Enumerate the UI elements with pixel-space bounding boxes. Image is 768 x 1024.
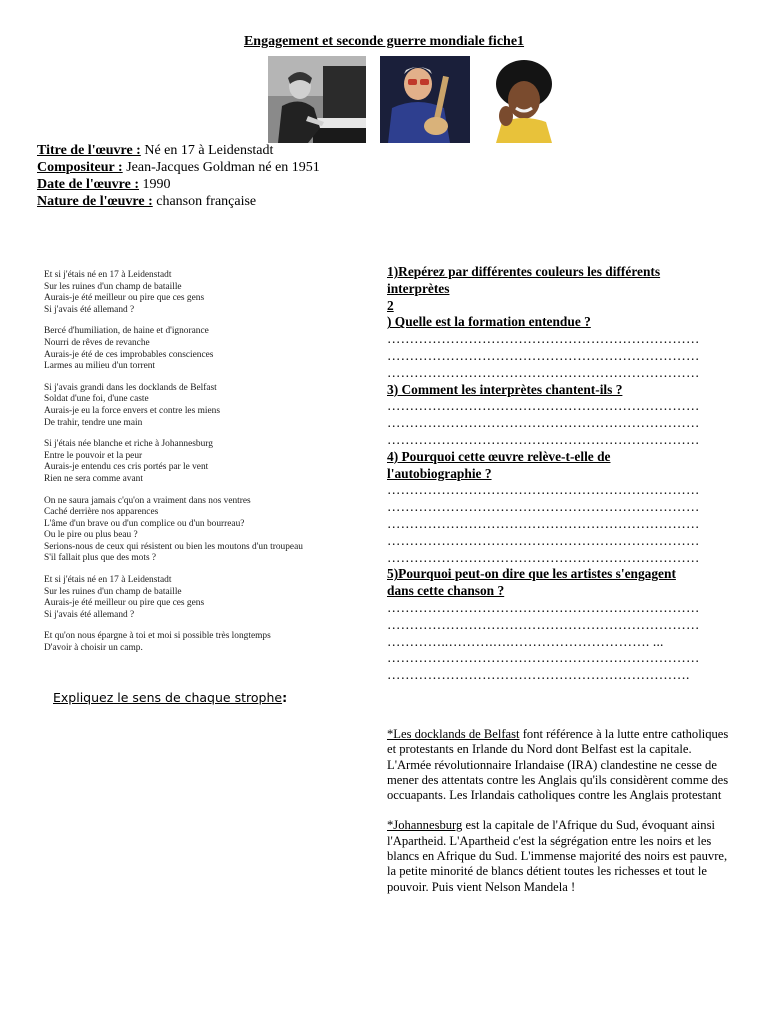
answer-line[interactable]: …………..……….….…………………………. ... <box>387 633 664 649</box>
johannesburg-text: est la capitale de l'Afrique du Sud, évoquant ainsi l'Apartheid. L'Apartheid c'est la ségrégation entre les noirs et les blancs en Afrique du Sud. L'immense majorité des noirs est pauvre, la petite minorité de blancs détient toutes les richesses et tout le pouvoir. Puis vient Nelson Mandela ! <box>387 818 728 894</box>
singer-photo <box>484 56 564 143</box>
question-5-line-1: 5)Pourquoi peut-on dire que les artistes s'engagent <box>387 566 676 582</box>
lyrics-line: Et si j'étais né en 17 à Leidenstadt <box>44 575 172 586</box>
lyrics-line: L'âme d'un brave ou d'un complice ou d'un bourreau? <box>44 518 245 529</box>
lyrics-line: Si j'étais née blanche et riche à Johannesburg <box>44 439 213 450</box>
lyrics-stanza <box>44 575 364 621</box>
lyrics-stanza <box>44 496 364 566</box>
composer-row <box>37 159 320 176</box>
answer-line[interactable]: …………………………………………………………… <box>387 549 700 565</box>
belfast-text: font référence à la lutte entre catholiques et protestants en Irlande du Nord dont Belfast est la capitale. L'Armée révolutionnaire Irlandaise (IRA) clandestine ne cesse de mener des attentats contre les Anglais qu'ils considèrent comme des occuapants. Les Irlandais catholiques contre les Anglais protestant <box>387 727 729 803</box>
nature-value: chanson française <box>152 194 257 209</box>
answer-line[interactable]: …………………………………………………………… <box>387 599 700 615</box>
context-notes <box>387 727 737 910</box>
date-row <box>37 176 320 193</box>
lyrics-line: Si j'avais été allemand ? <box>44 304 135 315</box>
work-title-value: Né en 17 à Leidenstadt <box>140 143 274 158</box>
page-title: Engagement et seconde guerre mondiale fiche1 <box>243 34 525 49</box>
lyrics-line: Et qu'on nous épargne à toi et moi si possible très longtemps <box>44 631 271 642</box>
lyrics-line: Aurais-je été de ces improbables consciences <box>44 349 214 360</box>
explain-suffix: : <box>282 690 288 705</box>
lyrics-line: Entre le pouvoir et la peur <box>44 450 143 461</box>
lyrics-line: S'il fallait plus que des mots ? <box>44 553 157 564</box>
work-title-row <box>37 142 320 159</box>
lyrics-line: Ou le pire ou plus beau ? <box>44 530 138 541</box>
lyrics-line: Sur les ruines d'un champ de bataille <box>44 586 182 597</box>
answer-line[interactable]: …………………………………………………………… <box>387 650 700 666</box>
explain-instruction <box>53 690 287 705</box>
lyrics-line: Aurais-je été meilleur ou pire que ces gens <box>44 293 205 304</box>
belfast-note <box>387 727 737 803</box>
composer-label: Compositeur : <box>37 160 123 175</box>
lyrics-line: D'avoir à choisir un camp. <box>44 643 143 654</box>
answer-line[interactable]: …………………………………………………………… <box>387 499 700 515</box>
lyrics-line: Si j'avais grandi dans les docklands de Belfast <box>44 382 217 393</box>
questions-section <box>387 264 732 684</box>
johannesburg-note <box>387 818 737 894</box>
lyrics-stanza <box>44 270 364 316</box>
lyrics-line: Aurais-je entendu ces cris portés par le vent <box>44 462 209 473</box>
lyrics-stanza <box>44 631 364 654</box>
lyrics-line: Soldat d'une foi, d'une caste <box>44 394 149 405</box>
answer-line[interactable]: …………………………………………………………… <box>387 415 700 431</box>
answer-line[interactable]: …………………………………………………………… <box>387 347 700 363</box>
work-title-label: Titre de l'œuvre : <box>37 143 141 158</box>
question-1-line-1: 1)Repérez par différentes couleurs les différents <box>387 264 661 279</box>
lyrics-line: Et si j'étais né en 17 à Leidenstadt <box>44 270 172 280</box>
lyrics-line: On ne saura jamais c'qu'on a vraiment dans nos ventres <box>44 495 251 506</box>
answer-line[interactable]: …………………………………………………………. <box>387 667 690 683</box>
question-2-number: 2 <box>387 297 394 313</box>
answer-line[interactable]: …………………………………………………………… <box>387 431 700 447</box>
lyrics-line: Nourri de rêves de revanche <box>44 337 150 348</box>
question-3: 3) Comment les interprètes chantent-ils ? <box>387 381 623 397</box>
lyrics-line: Aurais-je été meilleur ou pire que ces gens <box>44 598 205 609</box>
lyrics-line: De trahir, tendre une main <box>44 417 143 428</box>
nature-row <box>37 193 320 210</box>
question-1-line-2: interprètes <box>387 280 450 296</box>
lyrics-stanza <box>44 439 364 485</box>
lyrics-line: Sur les ruines d'un champ de bataille <box>44 281 182 292</box>
lyrics-line: Si j'avais été allemand ? <box>44 609 135 620</box>
question-5-line-2: dans cette chanson ? <box>387 583 505 599</box>
answer-line[interactable]: …………………………………………………………… <box>387 482 700 498</box>
composer-value: Jean-Jacques Goldman né en 1951 <box>122 160 320 175</box>
explain-label: Expliquez le sens de chaque strophe <box>53 690 283 705</box>
belfast-term: *Les docklands de Belfast <box>387 727 520 741</box>
lyrics-line: Serions-nous de ceux qui résistent ou bien les moutons d'un troupeau <box>44 541 303 552</box>
song-lyrics <box>44 270 364 665</box>
answer-line[interactable]: …………………………………………………………… <box>387 364 700 380</box>
lyrics-line: Aurais-je eu la force envers et contre les miens <box>44 405 220 416</box>
date-label: Date de l'œuvre : <box>37 177 139 192</box>
lyrics-stanza <box>44 326 364 372</box>
lyrics-stanza <box>44 383 364 429</box>
nature-label: Nature de l'œuvre : <box>37 194 153 209</box>
work-info <box>37 142 320 210</box>
answer-line[interactable]: …………………………………………………………… <box>387 515 700 531</box>
answer-line[interactable]: …………………………………………………………… <box>387 398 700 414</box>
johannesburg-term: *Johannesburg <box>387 818 463 833</box>
question-4-line-1: 4) Pourquoi cette œuvre relève-t-elle de <box>387 448 611 464</box>
lyrics-line: Larmes au milieu d'un torrent <box>44 361 156 372</box>
lyrics-line: Bercé d'humiliation, de haine et d'ignorance <box>44 326 209 337</box>
question-2: ) Quelle est la formation entendue ? <box>387 314 591 330</box>
question-4-line-2: l'autobiographie ? <box>387 465 492 481</box>
date-value: 1990 <box>139 177 171 192</box>
answer-line[interactable]: …………………………………………………………… <box>387 331 700 347</box>
lyrics-line: Rien ne sera comme avant <box>44 473 143 484</box>
guitarist-photo <box>380 56 470 143</box>
answer-line[interactable]: …………………………………………………………… <box>387 616 700 632</box>
pianist-photo <box>268 56 366 143</box>
lyrics-line: Caché derrière nos apparences <box>44 507 159 518</box>
answer-line[interactable]: …………………………………………………………… <box>387 532 700 548</box>
